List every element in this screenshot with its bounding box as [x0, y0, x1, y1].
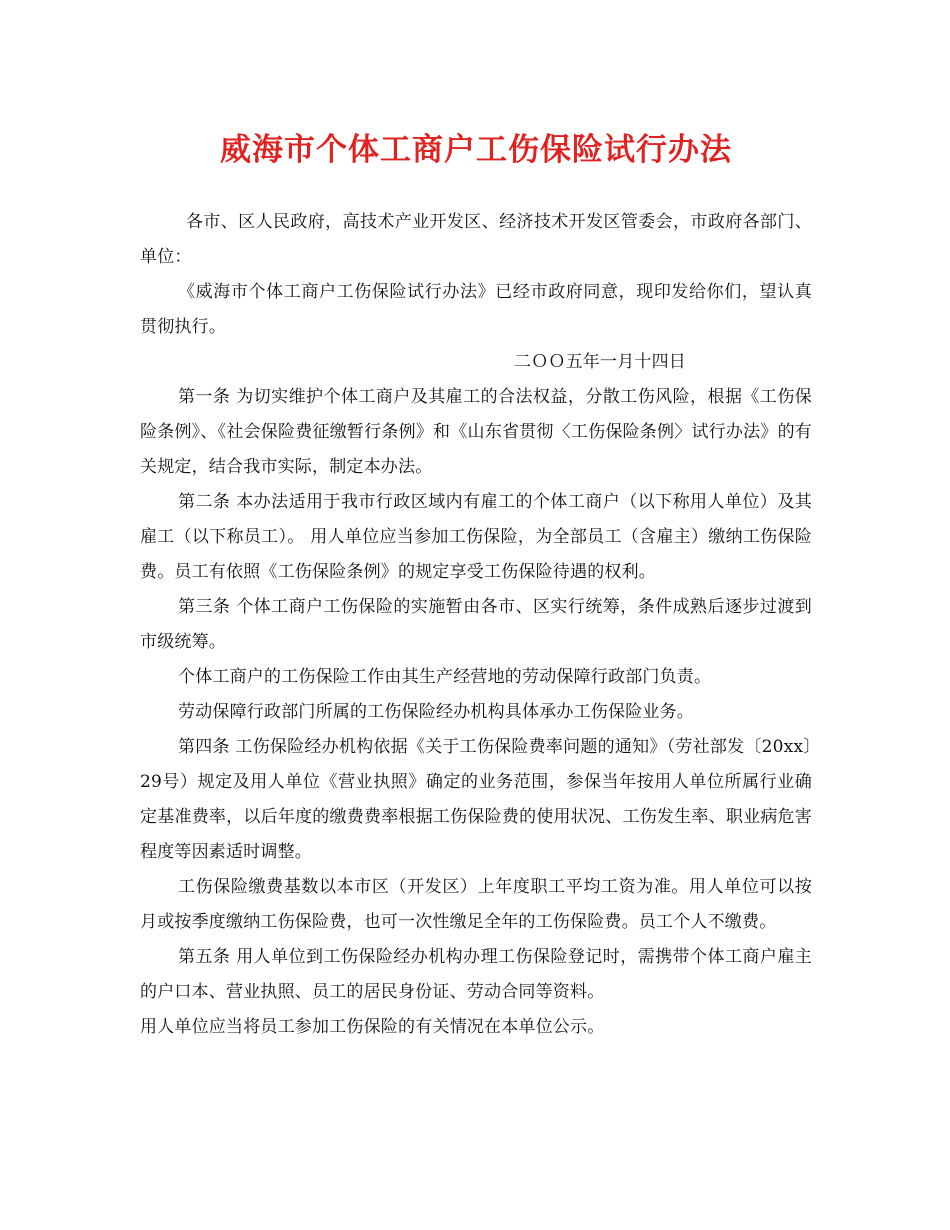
article-4: 第四条 工伤保险经办机构依据《关于工伤保险费率问题的通知》（劳社部发〔20xx〕29号）规定及用人单位《营业执照》确定的业务范围，参保当年按用人单位所属行业确定基准费率，以后年度的缴费费率根据工伤保险费的使用状况、工伤发生率、职业病危害程度等因素适时调整。	[140, 737, 812, 862]
addressee-paragraph: 各市、区人民政府，高技术产业开发区、经济技术开发区管委会，市政府各部门、单位：	[140, 212, 812, 267]
article-2: 第二条 本办法适用于我市行政区域内有雇工的个体工商户（以下称用人单位）及其雇工（以下称员工）。 用人单位应当参加工伤保险，为全部员工（含雇主）缴纳工伤保险费。员工有依照《工伤保险条例》的规定享受工伤保险待遇的权利。	[140, 492, 812, 582]
article-4-paragraph-2: 工伤保险缴费基数以本市区（开发区）上年度职工平均工资为准。用人单位可以按月或按季度缴纳工伤保险费，也可一次性缴足全年的工伤保险费。员工个人不缴费。	[140, 877, 812, 932]
issue-date: 二ＯＯ五年一月十四日	[514, 352, 686, 372]
article-3-paragraph-3: 劳动保障行政部门所属的工伤保险经办机构具体承办工伤保险业务。	[178, 702, 694, 722]
document-title: 威海市个体工商户工伤保险试行办法	[220, 132, 732, 168]
article-1: 第一条 为切实维护个体工商户及其雇工的合法权益，分散工伤风险，根据《工伤保险条例》、《社会保险费征缴暂行条例》和《山东省贯彻〈工伤保险条例〉试行办法》的有关规定，结合我市实际，制定本办法。	[140, 387, 812, 477]
article-3: 第三条 个体工商户工伤保险的实施暂由各市、区实行统筹，条件成熟后逐步过渡到市级统筹。	[140, 597, 812, 652]
notice-paragraph: 《威海市个体工商户工伤保险试行办法》已经市政府同意，现印发给你们，望认真贯彻执行。	[140, 282, 812, 337]
article-5-paragraph-2: 用人单位应当将员工参加工伤保险的有关情况在本单位公示。	[140, 1017, 605, 1037]
article-3-paragraph-2: 个体工商户的工伤保险工作由其生产经营地的劳动保障行政部门负责。	[178, 667, 712, 687]
document-body	[140, 205, 812, 1045]
article-5: 第五条 用人单位到工伤保险经办机构办理工伤保险登记时，需携带个体工商户雇主的户口本、营业执照、员工的居民身份证、劳动合同等资料。	[140, 947, 812, 1002]
